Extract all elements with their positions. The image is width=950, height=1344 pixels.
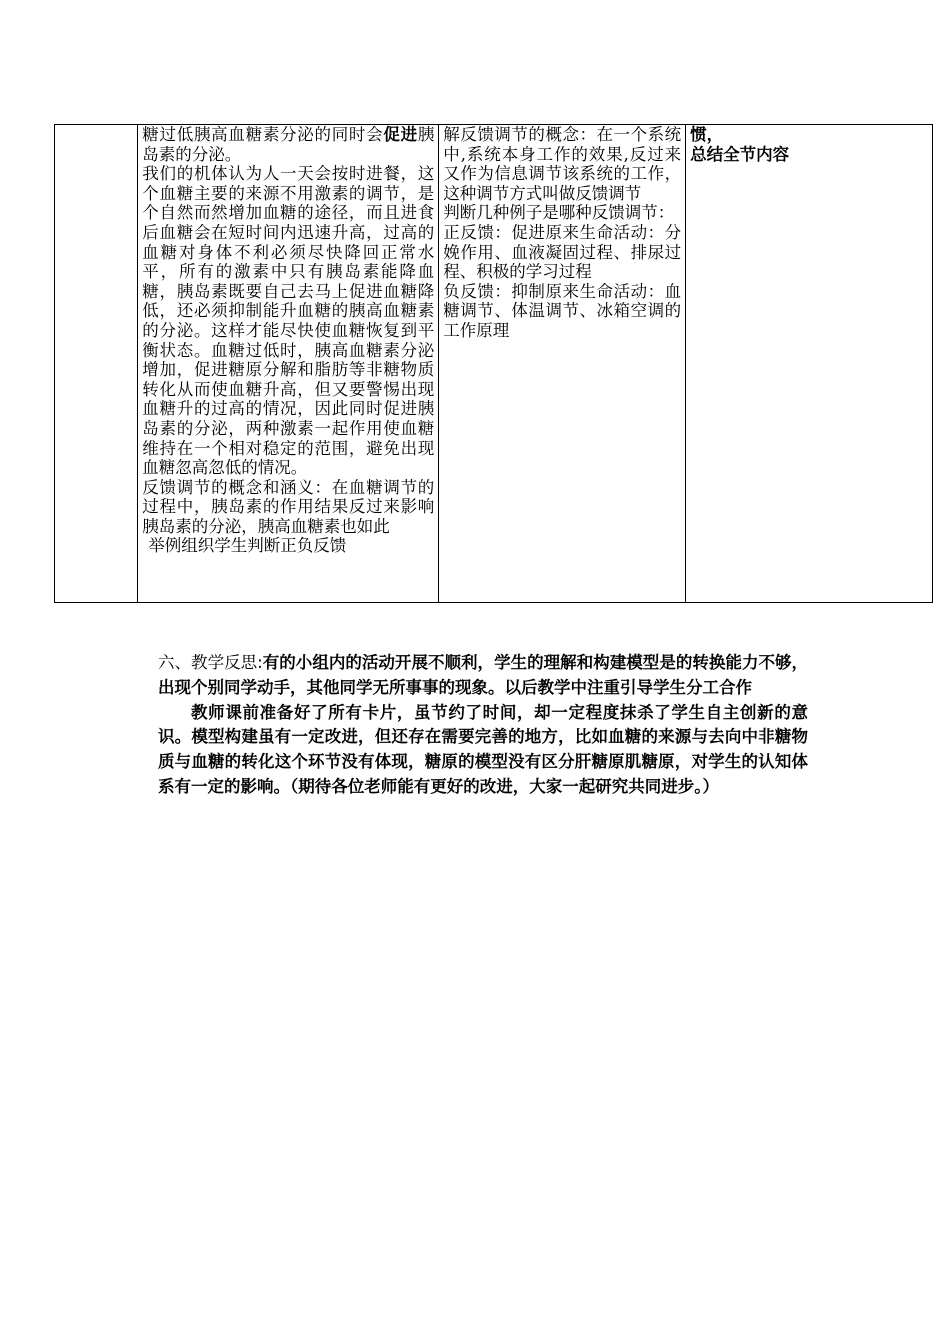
example-paragraph: 举例组织学生判断正负反馈 <box>148 536 347 556</box>
negative-feedback-paragraph: 负反馈：抑制原来生命活动：血糖调节、体温调节、冰箱空调的工作原理 <box>443 281 682 340</box>
reflection-paragraph: 教师课前准备好了所有卡片，虽节约了时间，却一定程度抹杀了学生自主创新的意识。模型构建虽有一定改进，但还存在需要完善的地方，比如血糖的来源与去向中非糖物质与血糖的转化这个环节没有体现，糖原的模型没有区分肝糖原肌糖原，对学生的认知体系有一定的影响。（期待各位老师能有更好的改进，大家一起研究共同进步。） <box>158 702 808 796</box>
activity-paragraph: 解反馈调节的概念：在一个系统中,系统本身工作的效果,反过来又作为信息调节该系统的工作，这种调节方式叫做反馈调节 <box>443 125 682 203</box>
table-cell-empty <box>55 125 138 603</box>
table-cell-purpose <box>686 125 933 603</box>
explanation-paragraph: 我们的机体认为人一天会按时进餐，这个血糖主要的来源不用激素的调节，是个自然而然增加血糖的途径，而且进食后血糖会在短时间内迅速升高，过高的血糖对身体不利必须尽快降回正常水平，所有的激素中只有胰岛素能降血糖，胰岛素既要自己去马上促进血糖降低，还必须抑制能升血糖的胰高血糖素的分泌。这样才能尽快使血糖恢复到平衡状态。血糖过低时，胰高血糖素分泌增加，促进糖原分解和脂肪等非糖物质转化从而使血糖升高，但又要警惕出现血糖升的过高的情况，因此同时促进胰岛素的分泌，两种激素一起作用使血糖维持在一个相对稳定的范围，避免出现血糖忽高忽低的情况。 <box>142 164 435 478</box>
emphasis-text: 促进 <box>383 125 418 144</box>
purpose-line: 惯， <box>690 125 724 144</box>
positive-feedback-paragraph: 正反馈：促进原来生命活动：分娩作用、血液凝固过程、排尿过程、积极的学习过程 <box>443 222 682 282</box>
table-cell-explanation <box>138 125 439 603</box>
teaching-reflection <box>158 651 808 800</box>
table-cell-student-activity <box>439 125 686 603</box>
reflection-paragraph: 六、教学反思:有的小组内的活动开展不顺利，学生的理解和构建模型是的转换能力不够，出现个别同学动手，其他同学无所事事的现象。以后教学中注重引导学生分工合作 <box>158 653 809 697</box>
activity-paragraph: 判断几种例子是哪种反馈调节： <box>443 203 675 223</box>
explanation-paragraph: 糖过低胰高血糖素分泌的同时会促进胰岛素的分泌。 <box>142 125 435 164</box>
purpose-line: 总结全节内容 <box>690 144 790 164</box>
table-row <box>55 125 933 603</box>
lesson-table <box>54 124 933 603</box>
reflection-heading: 六、教学反思: <box>158 653 263 672</box>
feedback-concept-paragraph: 反馈调节的概念和涵义：在血糖调节的过程中，胰岛素的作用结果反过来影响胰岛素的分泌，胰高血糖素也如此 <box>142 477 435 536</box>
